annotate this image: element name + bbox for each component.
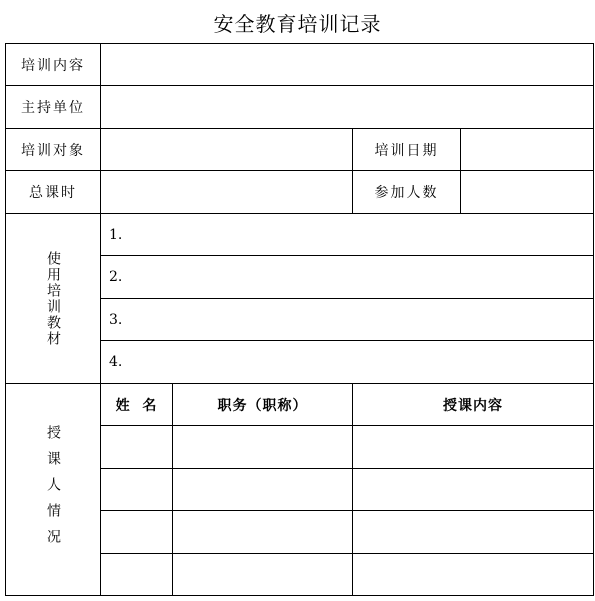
- material-item-3[interactable]: 3.: [101, 299, 594, 341]
- row-host-unit: [6, 86, 594, 129]
- material-item-4[interactable]: 4.: [101, 341, 594, 384]
- material-item-1[interactable]: 1.: [101, 214, 594, 256]
- field-participant-count[interactable]: [461, 171, 594, 214]
- field-total-hours[interactable]: [101, 171, 353, 214]
- lecturer-position-cell[interactable]: [173, 554, 353, 596]
- lecturer-name-cell[interactable]: [101, 426, 173, 469]
- label-training-date: 培训日期: [353, 129, 461, 171]
- lecturer-position-cell[interactable]: [173, 426, 353, 469]
- lecturer-content-cell[interactable]: [353, 511, 594, 554]
- material-item-2[interactable]: 2.: [101, 256, 594, 299]
- row-hours: [6, 171, 594, 214]
- lecturer-content-cell[interactable]: [353, 426, 594, 469]
- lecturer-content-cell[interactable]: [353, 554, 594, 596]
- page-title: 安全教育培训记录: [213, 12, 382, 36]
- lecturer-position-cell[interactable]: [173, 511, 353, 554]
- lecturer-content-cell[interactable]: [353, 469, 594, 511]
- row-target: [6, 129, 594, 171]
- row-training-content: [6, 44, 594, 86]
- lecturer-position-cell[interactable]: [173, 469, 353, 511]
- label-lecturer-info: 授课人情况: [6, 384, 101, 596]
- header-lecture-content: 授课内容: [353, 384, 594, 426]
- lecturer-name-cell[interactable]: [101, 511, 173, 554]
- label-materials: 使用培训教材: [6, 214, 101, 384]
- label-training-target: 培训对象: [6, 129, 101, 171]
- row-material-1: [6, 214, 594, 256]
- label-host-unit: 主持单位: [6, 86, 101, 129]
- field-host-unit[interactable]: [101, 86, 594, 129]
- row-lecturer-header: [6, 384, 594, 426]
- header-name: 姓 名: [101, 384, 173, 426]
- label-participant-count: 参加人数: [353, 171, 461, 214]
- field-training-target[interactable]: [101, 129, 353, 171]
- field-training-date[interactable]: [461, 129, 594, 171]
- header-position: 职务（职称）: [173, 384, 353, 426]
- lecturer-name-cell[interactable]: [101, 469, 173, 511]
- label-total-hours: 总课时: [6, 171, 101, 214]
- training-record-form: [5, 43, 594, 596]
- label-training-content: 培训内容: [6, 44, 101, 86]
- field-training-content[interactable]: [101, 44, 594, 86]
- lecturer-name-cell[interactable]: [101, 554, 173, 596]
